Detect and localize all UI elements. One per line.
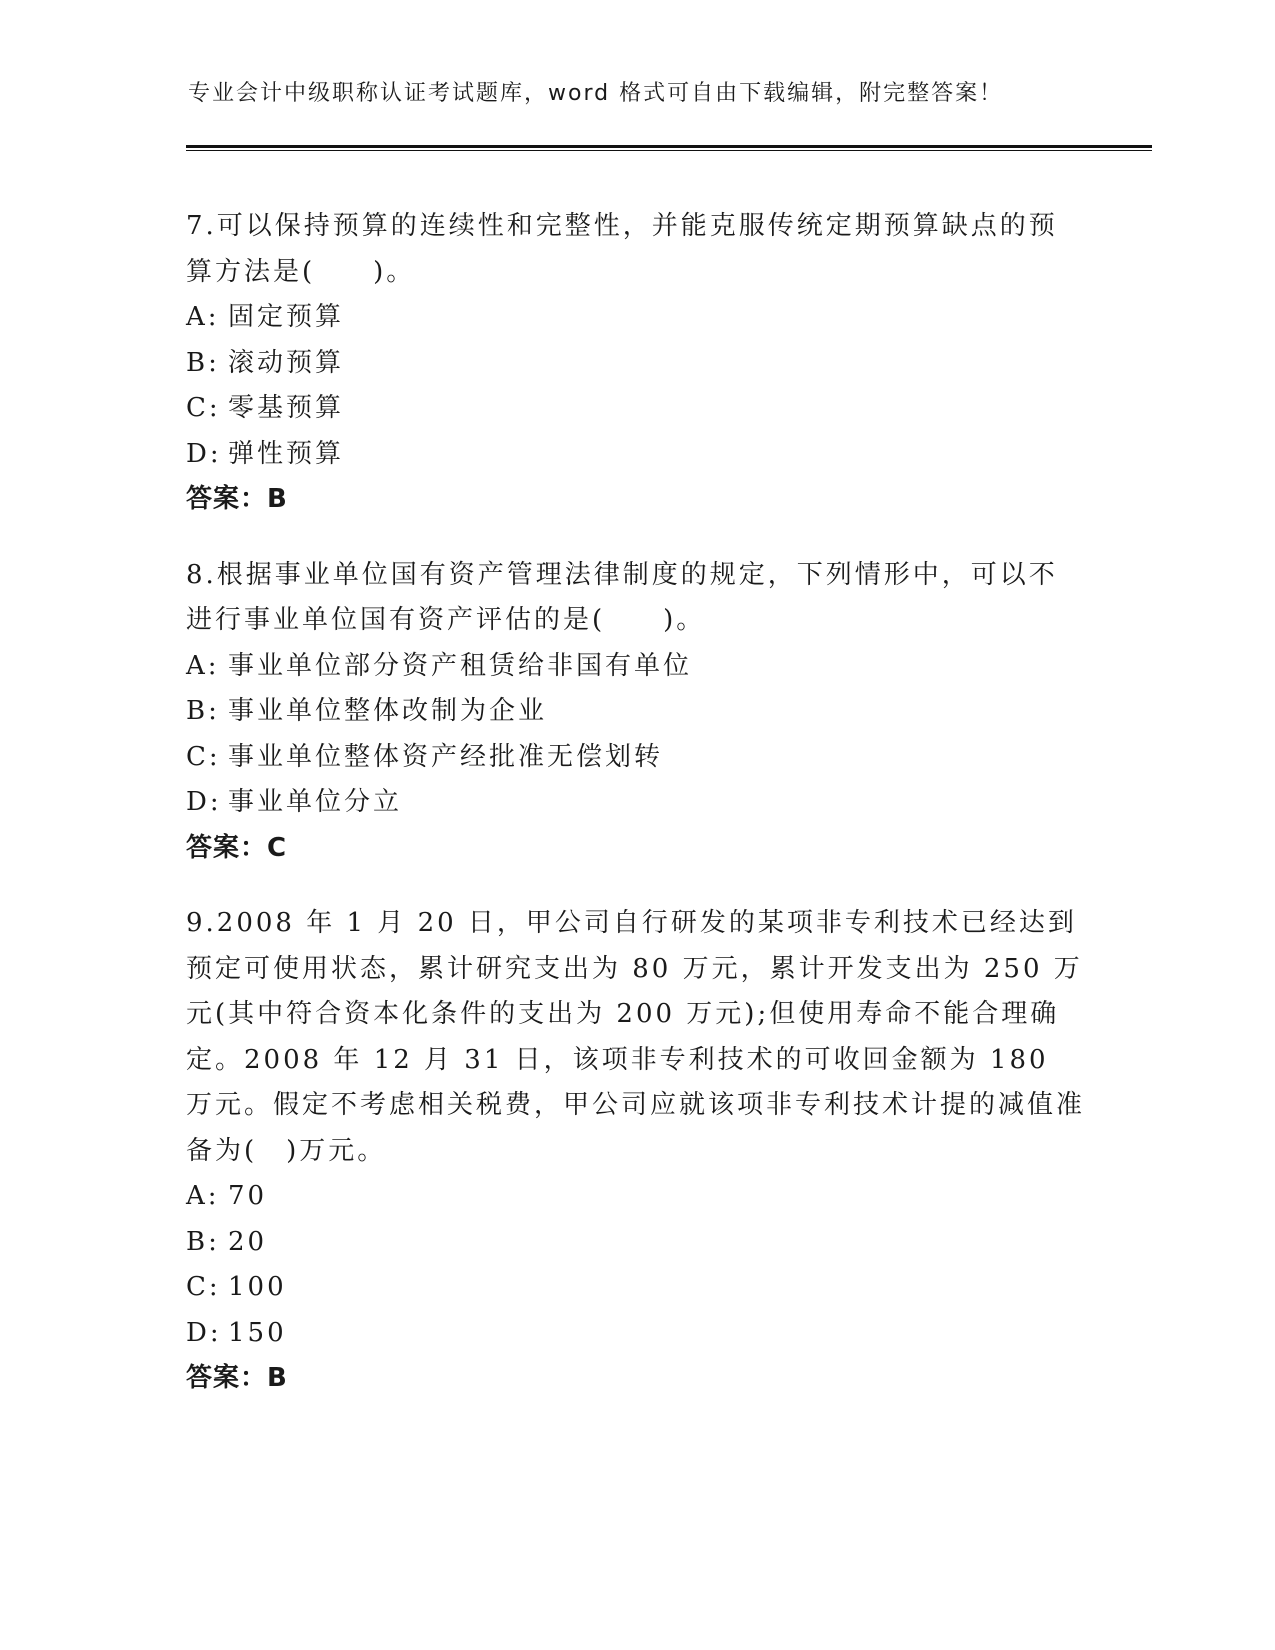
option-key: C: (186, 393, 221, 423)
page-header: 专业会计中级职称认证考试题库，word 格式可自由下载编辑，附完整答案！ (188, 81, 1004, 106)
option-key: C: (186, 1272, 221, 1302)
question-9 (186, 901, 1086, 1402)
option-text: 滚动预算 (228, 347, 345, 378)
option-key: D: (186, 787, 222, 817)
answer-line: 答案：C (186, 832, 288, 863)
option-text: 事业单位整体资产经批准无偿划转 (228, 741, 664, 772)
option-b (186, 1220, 1086, 1266)
option-text: 弹性预算 (228, 438, 345, 469)
question-text: 7.可以保持预算的连续性和完整性，并能克服传统定期预算缺点的预算方法是( )。 (186, 211, 1058, 287)
option-key: B: (186, 696, 220, 726)
option-b (186, 689, 1086, 735)
option-text: 150 (228, 1317, 287, 1348)
option-d (186, 432, 1086, 478)
option-c (186, 735, 1086, 781)
option-key: A: (186, 1181, 220, 1211)
option-a (186, 295, 1086, 341)
option-text: 事业单位分立 (228, 787, 403, 817)
question-8 (186, 553, 1086, 872)
option-text: 事业单位部分资产租赁给非国有单位 (228, 650, 693, 681)
option-a (186, 644, 1086, 690)
option-text: 100 (228, 1272, 287, 1302)
option-d (186, 780, 1086, 826)
option-text: 70 (228, 1181, 268, 1211)
option-text: 固定预算 (228, 302, 345, 332)
option-d (186, 1311, 1086, 1357)
option-text: 事业单位整体改制为企业 (228, 696, 548, 726)
option-key: A: (186, 302, 220, 332)
question-text: 9.2008 年 1 月 20 日，甲公司自行研发的某项非专利技术已经达到预定可使用状态，累计研究支出为 80 万元，累计开发支出为 250 万元(其中符合资本化条件的支出为 200 万元);但使用寿命不能合理确定。2008 年 12 月 31 日，该项非专利技术的可收回金额为 180 万元。假定不考虑相关税费，甲公司应就该项非专利技术计提的减值准备为( )万元。 (186, 908, 1086, 1166)
option-key: B: (186, 1226, 220, 1257)
option-key: B: (186, 347, 220, 378)
question-list (186, 204, 1086, 1432)
header-rule-thin (186, 150, 1152, 151)
question-7 (186, 204, 1086, 523)
option-c (186, 386, 1086, 432)
answer-line: 答案：B (186, 1363, 288, 1393)
option-key: A: (186, 650, 220, 681)
option-a (186, 1174, 1086, 1220)
option-text: 零基预算 (228, 393, 345, 423)
option-key: C: (186, 741, 221, 772)
answer-line: 答案：B (186, 484, 288, 514)
option-key: D: (186, 1317, 222, 1348)
option-b (186, 341, 1086, 387)
header-rule-thick (186, 145, 1152, 148)
question-text: 8.根据事业单位国有资产管理法律制度的规定，下列情形中，可以不进行事业单位国有资产评估的是( )。 (186, 559, 1058, 635)
option-key: D: (186, 438, 222, 469)
option-c (186, 1265, 1086, 1311)
option-text: 20 (228, 1226, 268, 1257)
